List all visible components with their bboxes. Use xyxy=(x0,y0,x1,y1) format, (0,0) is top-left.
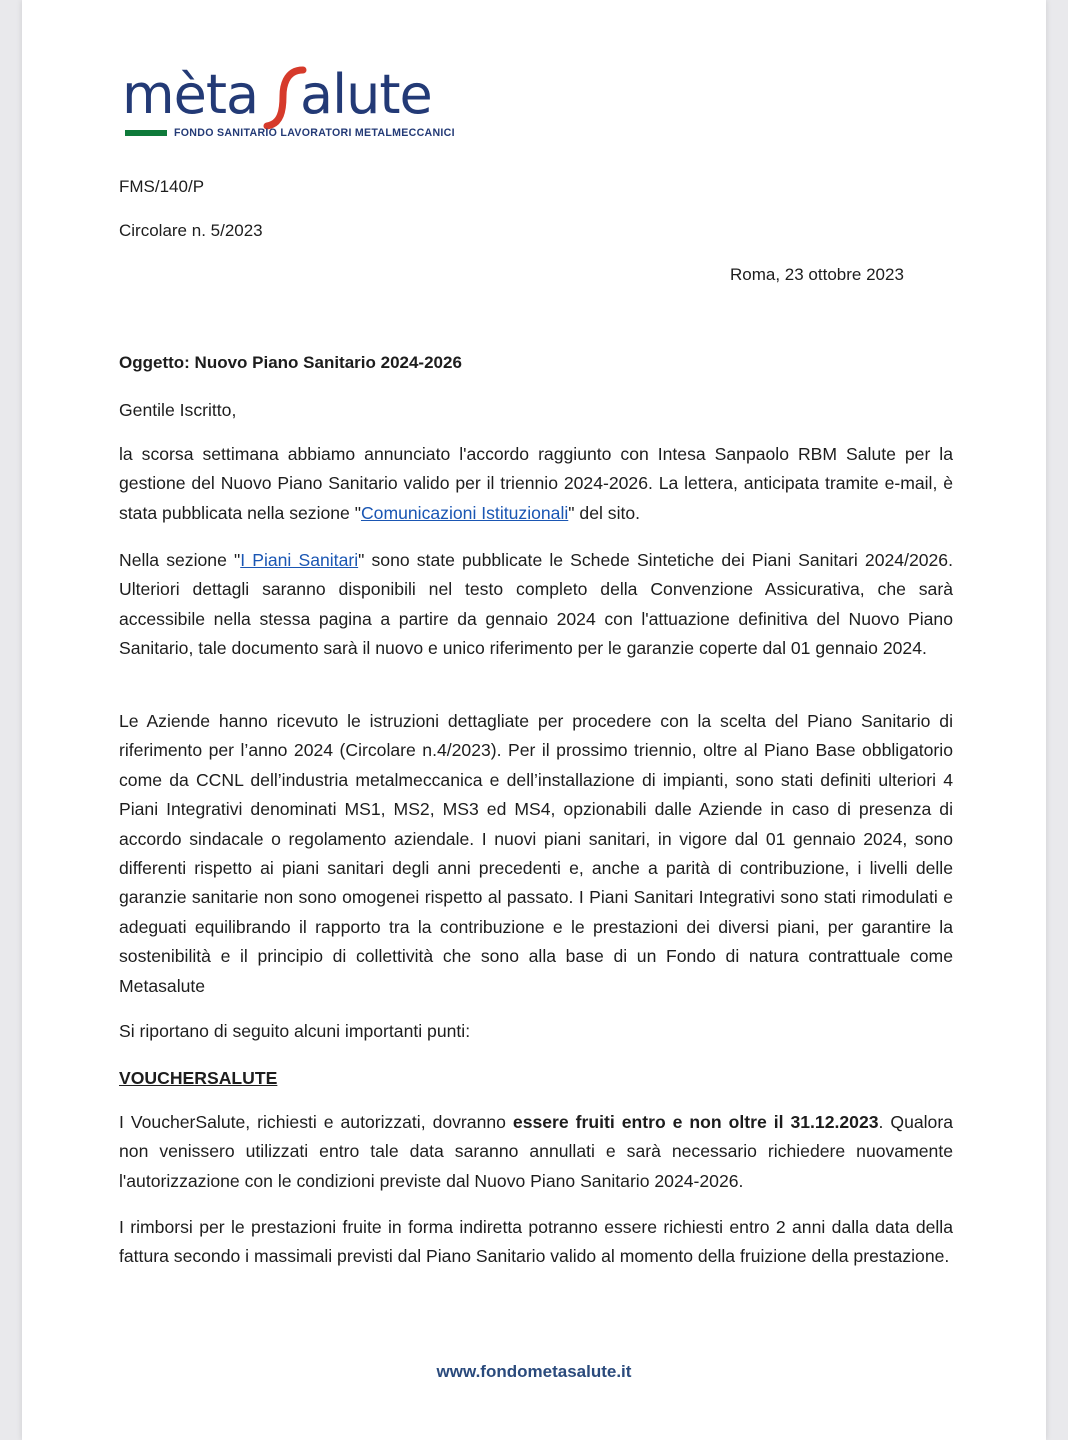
paragraph-announcement-text: la scorsa settimana abbiamo annunciato l'accordo raggiunto con Intesa Sanpaolo RBM Salute per la gestione del Nuovo Piano Sanitario valido per il triennio 2024-2026. La lettera, anticipata tramite e-mail, è stata pubblicata nella sezione " xyxy=(119,444,953,523)
protocol-number: FMS/140/P xyxy=(119,177,205,196)
circular-number: Circolare n. 5/2023 xyxy=(119,221,263,240)
metasalute-logo xyxy=(122,60,455,148)
paragraph-piani-sanitari-text: " sono state pubblicate le Schede Sintetiche dei Piani Sanitari 2024/2026. Ulteriori dettagli saranno disponibili nel testo completo della Convenzione Assicurativa, che sarà accessibile nella stessa pagina a partire da gennaio 2024 con l'attuazione definitiva del Nuovo Piano Sanitario, tale documento sarà il nuovo e unico riferimento per le garanzie coperte dal 01 gennaio 2024. xyxy=(119,550,953,659)
section-heading-vouchersalute: VOUCHERSALUTE xyxy=(119,1068,278,1088)
link-piani-sanitari[interactable]: I Piani Sanitari xyxy=(240,550,359,570)
subject-line: Oggetto: Nuovo Piano Sanitario 2024-2026 xyxy=(119,353,462,372)
paragraph-announcement-end: " del sito. xyxy=(568,502,641,523)
place-date: Roma, 23 ottobre 2023 xyxy=(730,265,904,284)
paragraph-voucher-deadline: essere fruiti entro e non oltre il 31.12.2023 xyxy=(512,1112,879,1132)
paragraph-key-points-intro: Si riportano di seguito alcuni importanti punti: xyxy=(119,1021,471,1041)
logo-subtitle: FONDO SANITARIO LAVORATORI METALMECCANICI xyxy=(174,127,455,139)
paragraph-piani-sanitari xyxy=(119,546,953,664)
paragraph-voucher-end: . Qualora non venissero utilizzati entro tale data saranno annullati e sarà necessario richiedere nuovamente l'autorizzazione con le condizioni previste dal Nuovo Piano Sanitario 2024-2026. xyxy=(119,1112,953,1191)
paragraph-voucher xyxy=(119,1108,953,1196)
paragraph-voucher-start: I VoucherSalute, richiesti e autorizzati, dovranno xyxy=(119,1112,513,1132)
logo-wordmark-left: mèta xyxy=(122,63,259,126)
document-page xyxy=(22,0,1046,1440)
paragraph-announcement xyxy=(119,440,953,528)
logo-wordmark-right: alute xyxy=(300,63,432,126)
paragraph-piani-sanitari-start: Nella sezione " xyxy=(119,550,241,570)
logo-green-bar xyxy=(125,130,167,136)
paragraph-rimborsi: I rimborsi per le prestazioni fruite in forma indiretta potranno essere richiesti entro 2 anni dalla data della fattura secondo i massimali previsti dal Piano Sanitario valido al momento della fruizione della prestazione. xyxy=(119,1217,953,1267)
paragraph-aziende: Le Aziende hanno ricevuto le istruzioni dettagliate per procedere con la scelta del Piano Sanitario di riferimento per l’anno 2024 (Circolare n.4/2023). Per il prossimo triennio, oltre al Piano Base obbligatorio come da CCNL dell’industria metalmeccanica e dell’installazione di impianti, sono stati definiti ulteriori 4 Piani Integrativi denominati MS1, MS2, MS3 ed MS4, opzionabili dalle Aziende in caso di presenza di accordo sindacale o regolamento aziendale. I nuovi piani sanitari, in vigore dal 01 gennaio 2024, sono differenti rispetto ai piani sanitari degli anni precedenti e, anche a parità di contribuzione, i livelli delle garanzie sanitarie non sono omogenei rispetto al passato. I Piani Sanitari Integrativi sono stati rimodulati e adeguati equilibrando il rapporto tra la contribuzione e le prestazioni dei diversi piani, per garantire la sostenibilità e il principio di collettività che sono alla base di un Fondo di natura contrattuale come Metasalute xyxy=(119,711,953,996)
greeting: Gentile Iscritto, xyxy=(119,400,237,420)
footer-website-link[interactable]: www.fondometasalute.it xyxy=(436,1362,632,1381)
link-comunicazioni-istituzionali[interactable]: Comunicazioni Istituzionali xyxy=(360,502,569,523)
